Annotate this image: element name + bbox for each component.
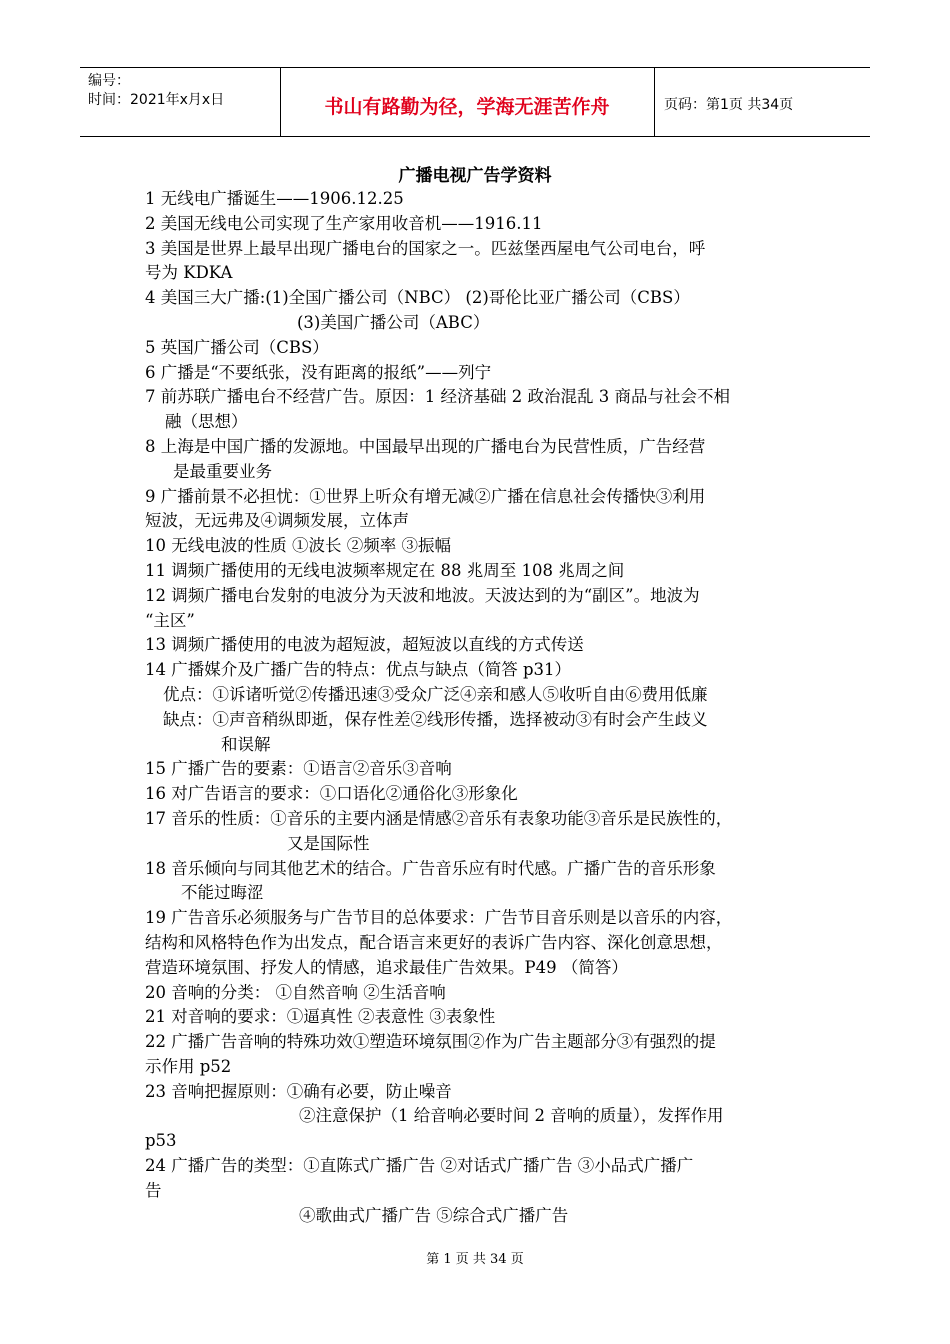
header-left-cell: [88, 72, 224, 110]
text-line: 9 广播前景不必担忧：①世界上听众有增无减②广播在信息社会传播快③利用: [145, 486, 706, 506]
header-page-info: 页码：第1页 共34页: [664, 97, 794, 113]
document-body: [145, 187, 825, 1228]
text-line: 不能过晦涩: [181, 883, 264, 903]
header-table: [80, 67, 870, 137]
text-line: 19 广告音乐必须服务与广告节目的总体要求：广告节目音乐则是以音乐的内容，: [145, 908, 733, 928]
text-line: 优点：①诉诸听觉②传播迅速③受众广泛④亲和感人⑤收听自由⑥费用低廉: [163, 684, 708, 704]
text-line: 23 音响把握原则：①确有必要，防止噪音: [145, 1081, 452, 1101]
text-line: 20 音响的分类： ①自然音响 ②生活音响: [145, 982, 446, 1002]
text-line: 7 前苏联广播电台不经营广告。原因：1 经济基础 2 政治混乱 3 商品与社会不相: [145, 387, 730, 407]
number-label: 编号：: [88, 73, 130, 89]
text-line: 5 英国广播公司（CBS）: [145, 337, 329, 357]
page-footer: 第 1 页 共 34 页: [426, 1252, 524, 1267]
text-line: 13 调频广播使用的电波为超短波，超短波以直线的方式传送: [145, 635, 584, 655]
text-line: 16 对广告语言的要求：①口语化②通俗化③形象化: [145, 784, 518, 804]
text-line: 2 美国无线电公司实现了生产家用收音机——1916.11: [145, 213, 543, 233]
text-line: 14 广播媒介及广播广告的特点：优点与缺点（简答 p31）: [145, 660, 572, 680]
text-line: 22 广播广告音响的特殊功效①塑造环境氛围②作为广告主题部分③有强烈的提: [145, 1032, 716, 1052]
text-line: 4 美国三大广播:(1)全国广播公司（NBC） (2)哥伦比亚广播公司（CBS）: [145, 288, 690, 308]
text-line: 12 调频广播电台发射的电波分为天波和地波。天波达到的为“副区”。地波为: [145, 585, 700, 605]
text-line: 短波，无远弗及④调频发展，立体声: [145, 511, 409, 531]
text-line: 融（思想）: [165, 412, 248, 432]
text-line: 21 对音响的要求：①逼真性 ②表意性 ③表象性: [145, 1007, 496, 1027]
text-line: 1 无线电广播诞生——1906.12.25: [145, 189, 404, 208]
text-line: (3)美国广播公司（ABC）: [297, 312, 490, 332]
text-line: 是最重要业务: [173, 461, 272, 481]
text-line: 告: [145, 1180, 162, 1200]
header-motto: 书山有路勤为径，学海无涯苦作舟: [324, 96, 610, 118]
text-line: 结构和风格特色作为出发点，配合语言来更好的表诉广告内容、深化创意思想，: [145, 932, 723, 952]
text-line: “主区”: [145, 610, 195, 630]
document-title: 广播电视广告学资料: [398, 166, 552, 186]
text-line: 又是国际性: [287, 833, 370, 853]
text-line: 号为 KDKA: [145, 263, 233, 283]
text-line: 11 调频广播使用的无线电波频率规定在 88 兆周至 108 兆周之间: [145, 560, 625, 580]
text-line: 8 上海是中国广播的发源地。中国最早出现的广播电台为民营性质，广告经营: [145, 436, 706, 456]
text-line: 3 美国是世界上最早出现广播电台的国家之一。匹兹堡西屋电气公司电台，呼: [145, 238, 706, 258]
header-divider: [654, 68, 655, 136]
text-line: 6 广播是“不要纸张，没有距离的报纸”——列宁: [145, 362, 492, 382]
text-line: 15 广播广告的要素：①语言②音乐③音响: [145, 759, 452, 779]
text-line: ④歌曲式广播广告 ⑤综合式广播广告: [299, 1205, 569, 1225]
date-label: 时间：2021年x月x日: [88, 92, 225, 108]
text-line: 和误解: [221, 734, 271, 754]
text-line: 24 广播广告的类型：①直陈式广播广告 ②对话式广播广告 ③小品式广播广: [145, 1156, 694, 1176]
text-line: 17 音乐的性质：①音乐的主要内涵是情感②音乐有表象功能③音乐是民族性的，: [145, 808, 733, 828]
text-line: 10 无线电波的性质 ①波长 ②频率 ③振幅: [145, 536, 451, 556]
text-line: 缺点：①声音稍纵即逝，保存性差②线形传播，选择被动③有时会产生歧义: [163, 709, 708, 729]
text-line: 营造环境氛围、抒发人的情感，追求最佳广告效果。P49 （简答）: [145, 957, 628, 977]
text-line: 示作用 p52: [145, 1056, 232, 1076]
text-line: 18 音乐倾向与同其他艺术的结合。广告音乐应有时代感。广播广告的音乐形象: [145, 858, 716, 878]
text-line: p53: [145, 1131, 177, 1151]
text-line: ②注意保护（1 给音响必要时间 2 音响的质量），发挥作用: [299, 1106, 724, 1126]
